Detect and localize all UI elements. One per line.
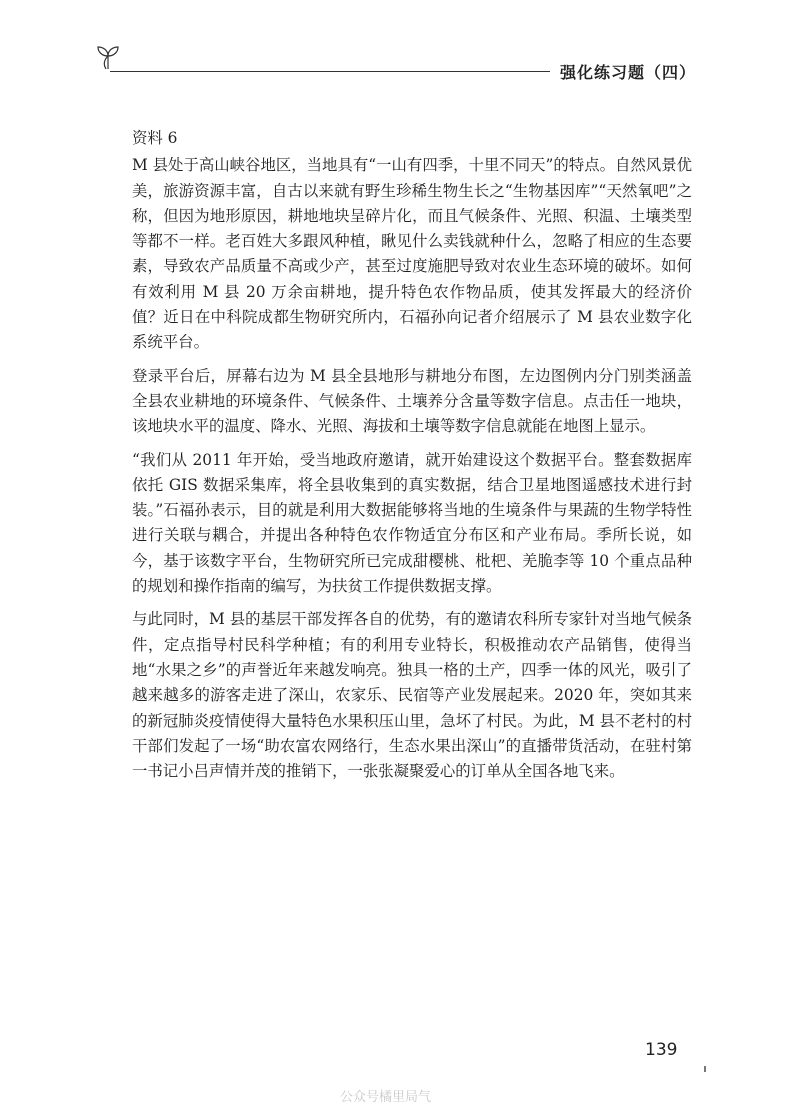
- paragraph-4: 与此同时，M 县的基层干部发挥各自的优势，有的邀请农科所专家针对当地气候条件，定点指导村民科学种植；有的利用专业特长，积极推动农产品销售，使得当地“水果之乡”的声誉近年来越发响亮。独具一格的土产，四季一体的风光，吸引了越来越多的游客走进了深山，农家乐、民宿等产业发展起来。2020 年，突如其来的新冠肺炎疫情使得大量特色水果积压山里，急坏了村民。为此，M 县不老村的村干部们发起了一场“助农富农网络行，生态水果出深山”的直播带货活动，在驻村第一书记小吕声情并茂的推销下，一张张凝聚爱心的订单从全国各地飞来。: [132, 610, 692, 781]
- paragraph-1: M 县处于高山峡谷地区，当地具有“一山有四季，十里不同天”的特点。自然风景优美，旅游资源丰富，自古以来就有野生珍稀生物生长之“生物基因库”“天然氧吧”之称，但因为地形原因，耕地地块呈碎片化，而且气候条件、光照、积温、土壤类型等都不一样。老百姓大多跟风种植，瞅见什么卖钱就种什么，忽略了相应的生态要素，导致农产品质量不高或少产，甚至过度施肥导致对农业生态环境的破坏。如何有效利用 M 县 20 万余亩耕地，提升特色农作物品质，使其发挥最大的经济价值？近日在中科院成都生物研究所内，石福孙向记者介绍展示了 M 县农业数字化系统平台。: [132, 156, 692, 352]
- header-rule: [110, 71, 550, 72]
- main-content: [132, 126, 692, 792]
- leaf-sprout-icon: [96, 44, 120, 70]
- page-header: [96, 44, 696, 80]
- header-title: 强化练习题（四）: [560, 63, 697, 82]
- scan-mark: [704, 1066, 706, 1072]
- paragraph-2: 登录平台后，屏幕右边为 M 县全县地形与耕地分布图，左边图例内分门别类涵盖全县农业耕地的环境条件、气候条件、土壤养分含量等数字信息。点击任一地块，该地块水平的温度、降水、光照、海拔和土壤等数字信息就能在地图上显示。: [132, 366, 692, 436]
- watermark-text: 公众号橘里局气: [340, 1090, 432, 1105]
- page-number: 139: [645, 1040, 678, 1060]
- paragraph-3: “我们从 2011 年开始，受当地政府邀请，就开始建设这个数据平台。整套数据库依托 GIS 数据采集库，将全县收集到的真实数据，结合卫星地图遥感技术进行封装。”石福孙表示，目的就是利用大数据能够将当地的生境条件与果蔬的生物学特性进行关联与耦合，并提出各种特色农作物适宜分布区和产业布局。季所长说，如今，基于该数字平台，生物研究所已完成甜樱桃、枇杷、羌脆李等 10 个重点品种的规划和操作指南的编写，为扶贫工作提供数据支撑。: [132, 450, 692, 596]
- material-label: 资料 6: [132, 129, 178, 147]
